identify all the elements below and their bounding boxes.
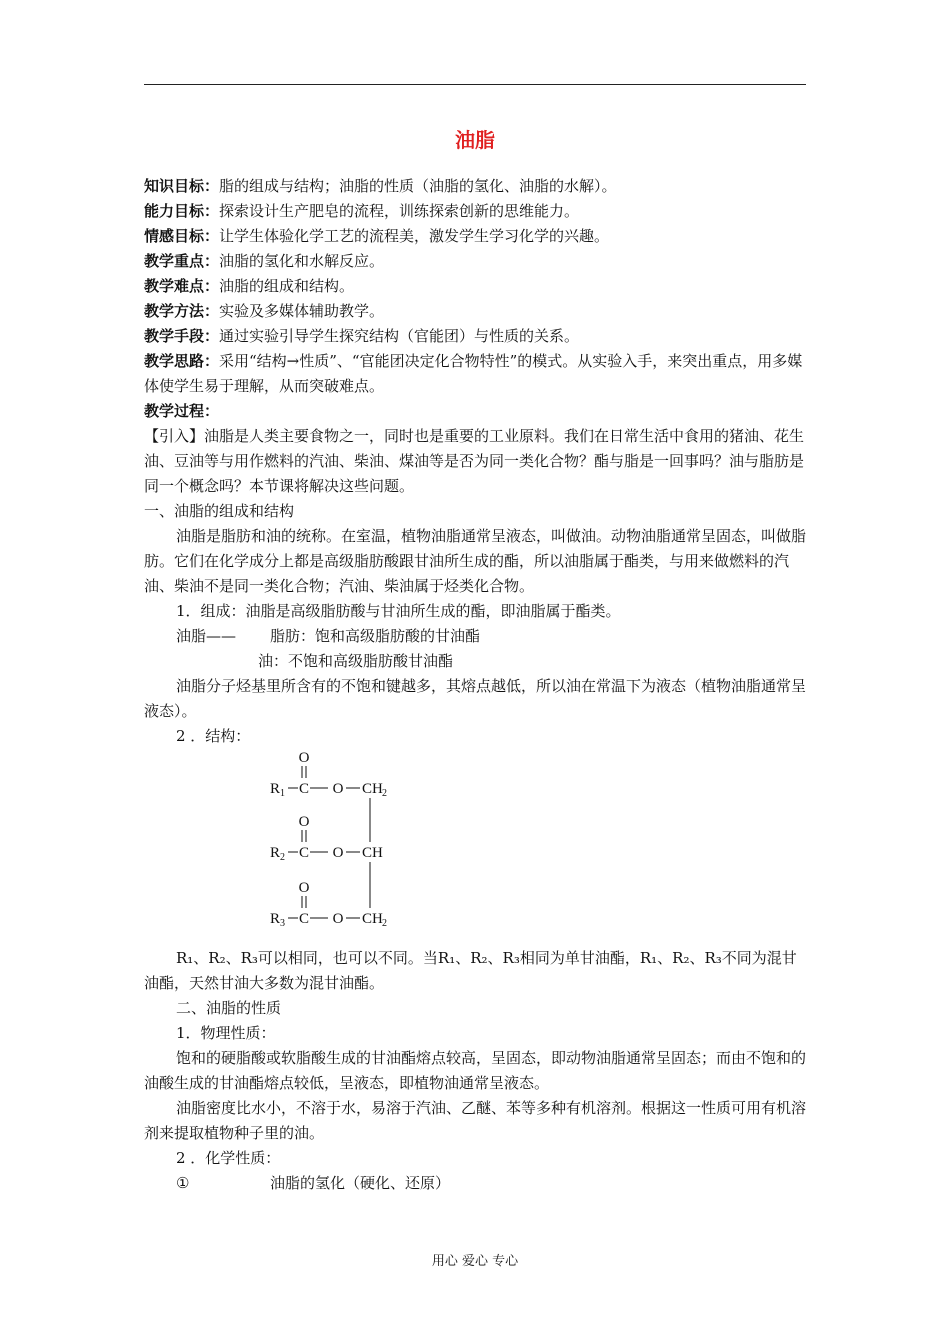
teaching-difficulty: 教学难点：油脂的组成和结构。 [144, 277, 355, 295]
physical-para1: 饱和的硬脂酸或软脂酸生成的甘油酯熔点较高，呈固态，即动物油脂通常呈固态；而由不饱和的油酸生成的甘油酯熔点较低，呈液态，即植物油通常呈液态。 [144, 1049, 807, 1092]
r-group-label: R [270, 911, 281, 927]
r-subscript: 3 [280, 918, 285, 929]
r-subscript: 1 [280, 788, 285, 799]
section2-heading: 二、油脂的性质 [176, 999, 282, 1017]
chem-item-hydrogenation: 油脂的氢化（硬化、还原） [270, 1174, 451, 1192]
teaching-approach: 教学思路：采用“结构→性质”、“官能团决定化合物特性”的模式。从实验入手，来突出重点，用多媒体使学生易于理解，从而突破难点。 [144, 352, 803, 395]
ester-row-1 [270, 750, 387, 799]
classification-root: 油脂—— [176, 627, 237, 645]
chem-item-number: ① [176, 1174, 190, 1192]
objective-knowledge: 知识目标：脂的组成与结构；油脂的性质（油脂的氢化、油脂的水解）。 [144, 177, 617, 195]
triglyceride-structure-formula [264, 744, 424, 934]
section1-para1: 油脂是脂肪和油的统称。在室温，植物油脂通常呈液态，叫做油。动物油脂通常呈固态，叫做脂肪。它们在化学成分上都是高级脂肪酸跟甘油所生成的酯，所以油脂属于酯类，与用来做燃料的汽油、柴油不是同一类化合物；汽油、柴油属于烃类化合物。 [144, 527, 807, 595]
chemical-properties-label: 2 ．化学性质： [176, 1149, 281, 1167]
r-subscript: 2 [280, 852, 285, 863]
carbonyl-carbon: C [298, 781, 310, 797]
carbonyl-oxygen: O [298, 880, 310, 896]
classification-fat: 脂肪：饱和高级脂肪酸的甘油酯 [270, 627, 481, 645]
ester-oxygen: O [332, 911, 344, 927]
r-group-note: R₁、R₂、R₃可以相同，也可以不同。当R₁、R₂、R₃相同为单甘油酯，R₁、R₂、R₃不同为混甘油酯，天然甘油大多数为混甘油酯。 [144, 949, 797, 992]
teaching-focus: 教学重点：油脂的氢化和水解反应。 [144, 252, 385, 270]
objective-emotion: 情感目标：让学生体验化学工艺的流程美，激发学生学习化学的兴趣。 [144, 227, 610, 245]
ester-row-3 [270, 880, 387, 929]
physical-para2: 油脂密度比水小，不溶于水，易溶于汽油、乙醚、苯等多种有机溶剂。根据这一性质可用有机溶剂来提取植物种子里的油。 [144, 1099, 807, 1142]
r-group-label: R [270, 781, 281, 797]
ester-row-2 [270, 814, 383, 863]
methylene-group: CH [362, 911, 383, 927]
teaching-method: 教学方法：实验及多媒体辅助教学。 [144, 302, 385, 320]
classification-oil: 油：不饱和高级脂肪酸甘油酯 [258, 652, 454, 670]
composition-line: 1．组成：油脂是高级脂肪酸与甘油所生成的酯，即油脂属于酯类。 [176, 602, 621, 620]
methine-group: CH [362, 845, 383, 861]
objective-ability: 能力目标：探索设计生产肥皂的流程，训练探索创新的思维能力。 [144, 202, 580, 220]
r-group-label: R [270, 845, 281, 861]
carbonyl-carbon: C [298, 911, 310, 927]
carbonyl-oxygen: O [298, 814, 310, 830]
header-rule [144, 84, 806, 85]
intro-paragraph: 【引入】油脂是人类主要食物之一，同时也是重要的工业原料。我们在日常生活中食用的猪油、花生油、豆油等与用作燃料的汽油、柴油、煤油等是否为同一类化合物？酯与脂是一回事吗？油与脂肪是同一个概念吗？本节课将解决这些问题。 [144, 427, 805, 495]
ester-oxygen: O [332, 845, 344, 861]
page-title: 油脂 [455, 128, 495, 152]
section1-para2: 油脂分子烃基里所含有的不饱和键越多，其熔点越低，所以油在常温下为液态（植物油脂通常呈液态）。 [144, 677, 807, 720]
methylene-subscript: 2 [382, 788, 387, 799]
carbonyl-carbon: C [298, 845, 310, 861]
process-label: 教学过程： [144, 402, 220, 420]
ester-oxygen: O [332, 781, 344, 797]
carbonyl-oxygen: O [298, 750, 310, 766]
structure-label: 2 ．结构： [176, 727, 251, 745]
methylene-group: CH [362, 781, 383, 797]
methylene-subscript: 2 [382, 918, 387, 929]
teaching-means: 教学手段：通过实验引导学生探究结构（官能团）与性质的关系。 [144, 327, 580, 345]
physical-properties-label: 1．物理性质： [176, 1024, 276, 1042]
page-footer: 用心 爱心 专心 [431, 1254, 519, 1269]
section1-heading: 一、油脂的组成和结构 [144, 502, 295, 520]
